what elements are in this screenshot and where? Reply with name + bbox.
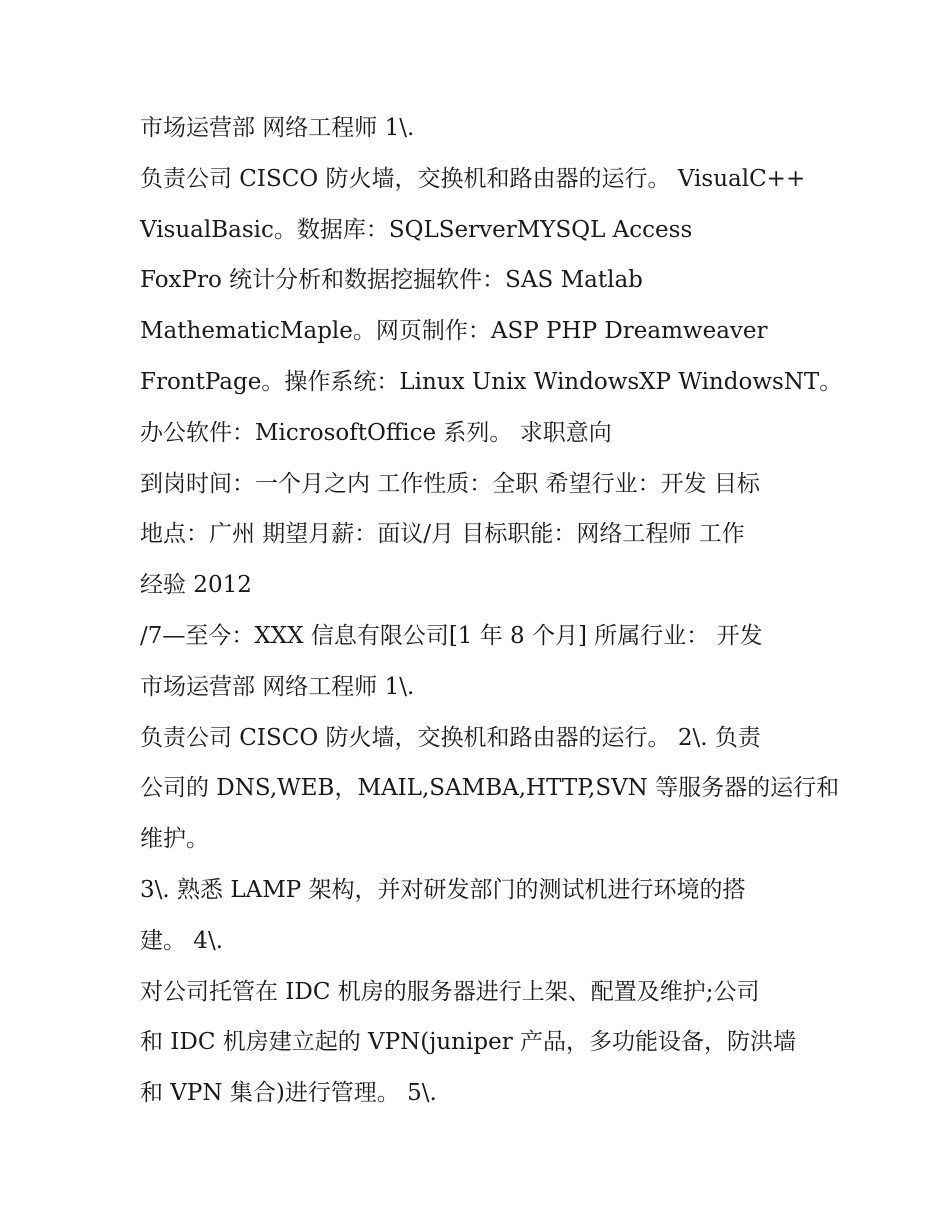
text-line: 市场运营部 网络工程师 1\. <box>140 115 415 141</box>
text-line: MathematicMaple。网页制作：ASP PHP Dreamweaver <box>140 318 768 345</box>
text-line: 3\. 熟悉 LAMP 架构，并对研发部门的测试机进行环境的搭 <box>140 876 746 903</box>
text-line: 经验 2012 <box>140 572 252 599</box>
text-line: /7—至今：XXX 信息有限公司[1 年 8 个月] 所属行业： 开发 <box>140 622 763 649</box>
text-line: 和 VPN 集合)进行管理。 5\. <box>140 1080 437 1107</box>
text-line: 和 IDC 机房建立起的 VPN(juniper 产品，多功能设备，防洪墙 <box>140 1029 796 1056</box>
text-line: 公司的 DNS,WEB，MAIL,SAMBA,HTTP,SVN 等服务器的运行和 <box>140 775 840 802</box>
text-line: 到岗时间：一个月之内 工作性质：全职 希望行业：开发 目标 <box>140 470 760 497</box>
text-line: VisualBasic。数据库：SQLServerMYSQL Access <box>140 216 693 243</box>
text-line: 负责公司 CISCO 防火墙，交换机和路由器的运行。 2\. 负责 <box>140 724 761 751</box>
text-line: 地点：广州 期望月薪：面议/月 目标职能：网络工程师 工作 <box>140 521 745 548</box>
resume-text-block <box>140 108 843 1124</box>
text-line: FoxPro 统计分析和数据挖掘软件：SAS Matlab <box>140 267 643 294</box>
text-line: 对公司托管在 IDC 机房的服务器进行上架、配置及维护;公司 <box>140 978 760 1005</box>
text-line: 维护。 <box>140 826 209 853</box>
text-line: 建。 4\. <box>140 927 224 954</box>
text-line: 负责公司 CISCO 防火墙，交换机和路由器的运行。 VisualC++ <box>140 165 806 192</box>
text-line: 市场运营部 网络工程师 1\. <box>140 673 415 700</box>
text-line: FrontPage。操作系统：Linux Unix WindowsXP WindowsNT。 <box>140 368 843 395</box>
text-line: 办公软件：MicrosoftOffice 系列。 求职意向 <box>140 419 612 446</box>
